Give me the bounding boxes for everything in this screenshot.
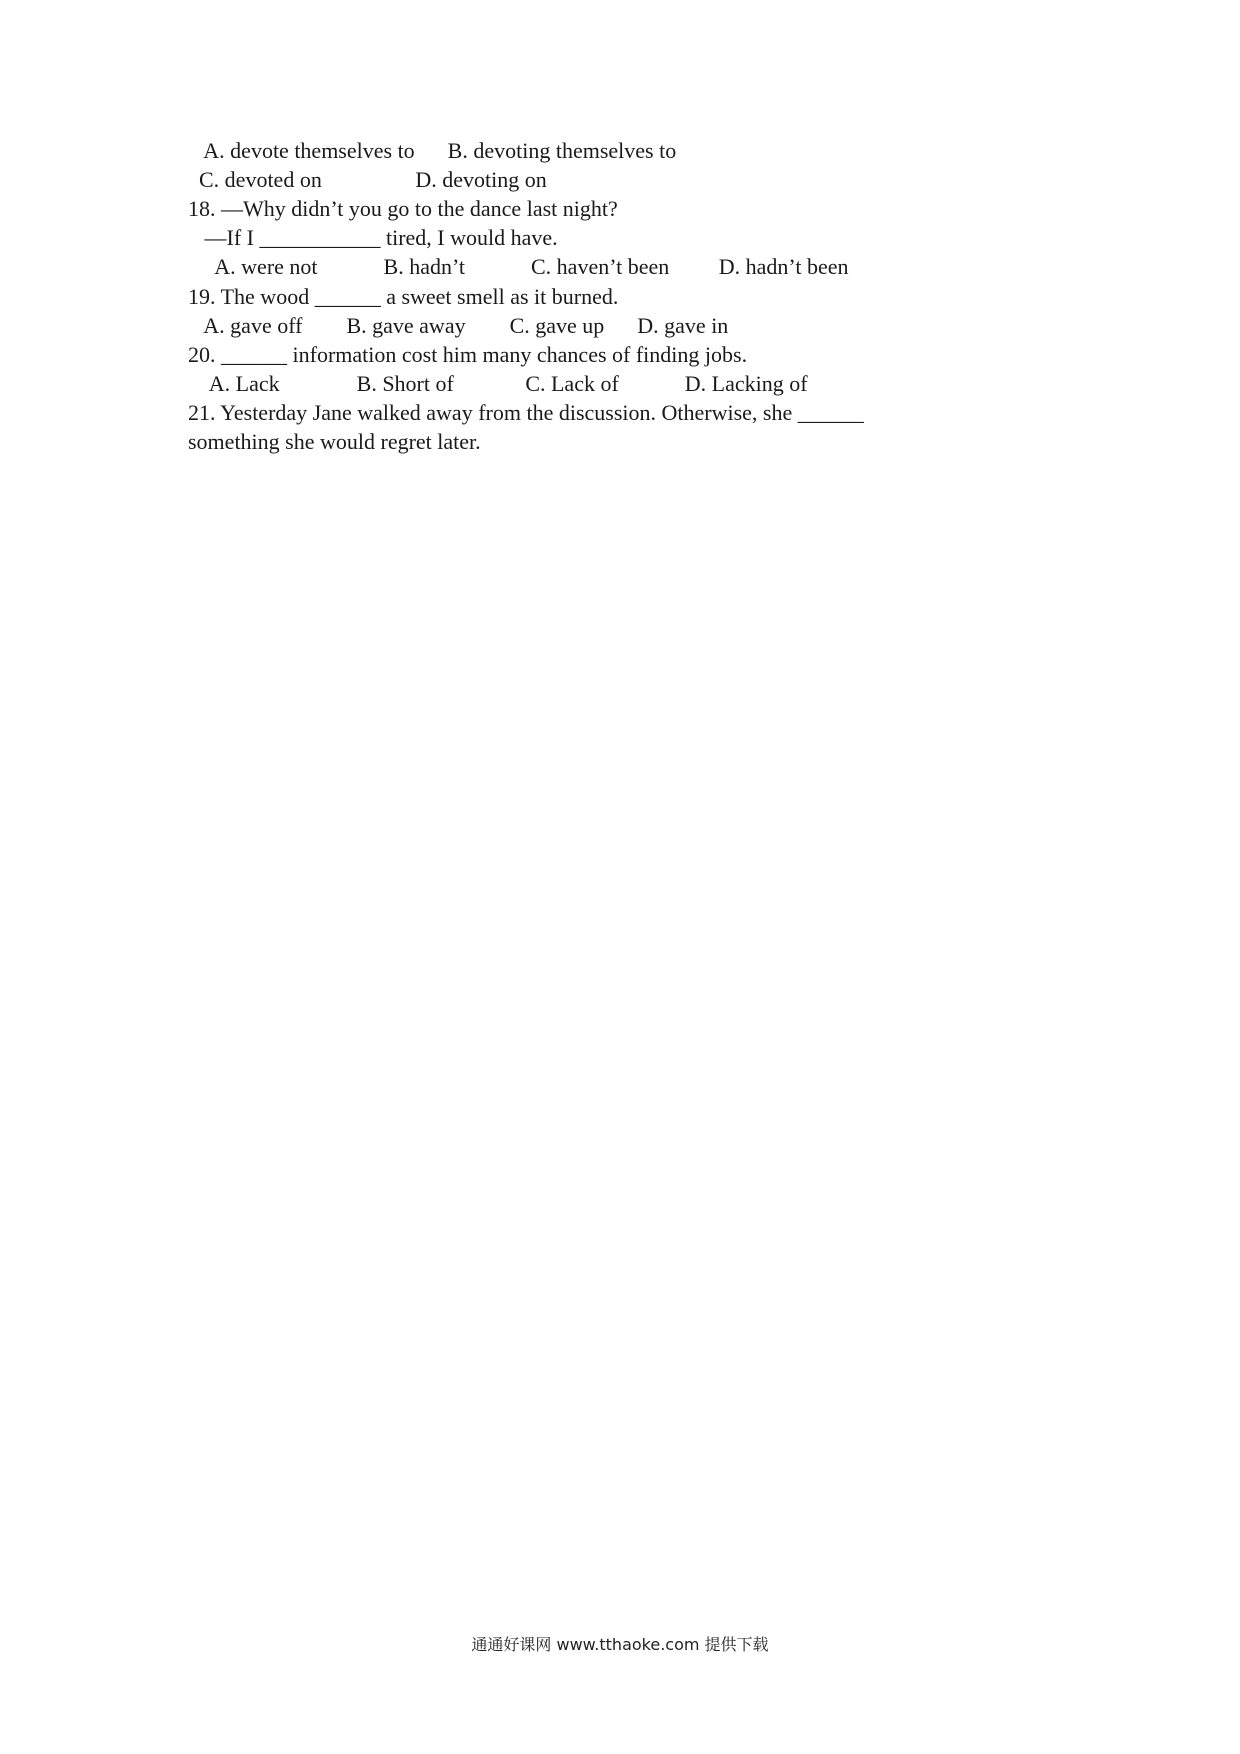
text-line: 20. ______ information cost him many chances of finding jobs. [188,341,748,367]
text-line: A. Lack B. Short of C. Lack of D. Lacking of [188,370,808,396]
text-line: —If I ___________ tired, I would have. [188,225,558,251]
page-footer: 通通好课网 www.tthaoke.com 提供下载 [471,1635,769,1654]
text-line: A. were not B. hadn’t C. haven’t been D. hadn’t been [188,254,849,280]
text-line: C. devoted on D. devoting on [188,167,547,193]
text-line: something she would regret later. [188,429,481,454]
text-line: 18. —Why didn’t you go to the dance last night? [188,196,618,222]
text-line: A. gave off B. gave away C. gave up D. gave in [188,312,729,338]
text-line: A. devote themselves to B. devoting themselves to [188,138,677,163]
text-line: 21. Yesterday Jane walked away from the discussion. Otherwise, she ______ [188,399,864,425]
text-line: 19. The wood ______ a sweet smell as it burned. [188,283,619,309]
